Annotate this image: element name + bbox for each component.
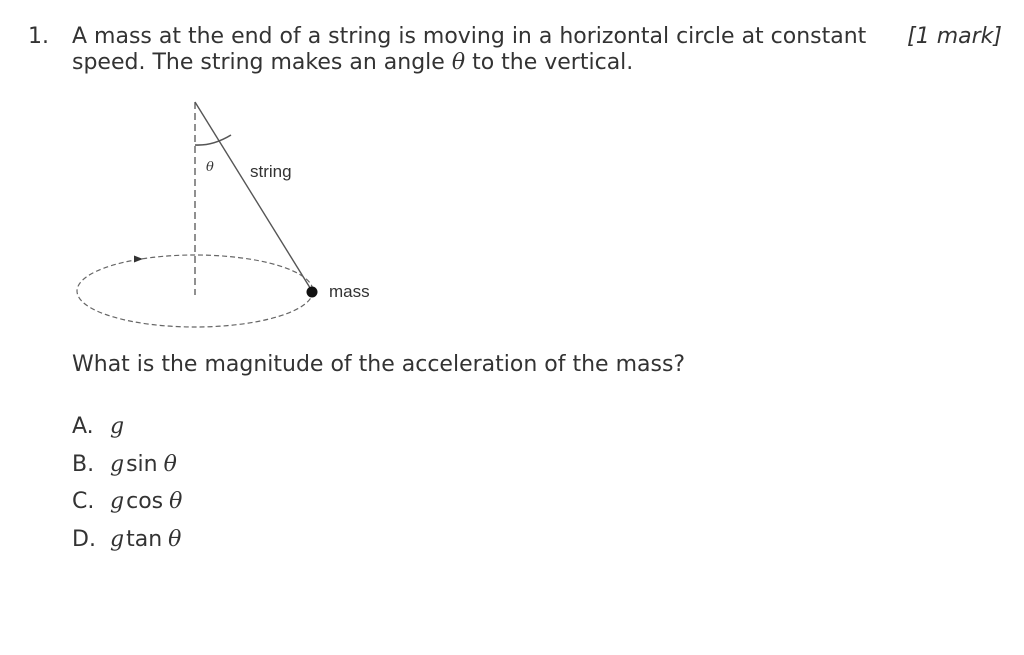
question-prompt: What is the magnitude of the acceleration of the mass? (72, 352, 686, 377)
direction-arrow-icon (134, 256, 143, 263)
angle-label: θ (206, 160, 214, 175)
option-function: cos (126, 489, 164, 514)
option-d[interactable] (72, 527, 182, 565)
option-g-symbol: g (110, 526, 125, 552)
option-function: tan (126, 526, 163, 552)
option-c[interactable] (72, 489, 182, 527)
angle-arc (195, 135, 231, 145)
option-g-symbol: g (110, 414, 125, 439)
string-label: string (250, 162, 292, 181)
option-b[interactable] (72, 452, 182, 490)
string-line (195, 102, 312, 291)
option-g-symbol: g (110, 451, 125, 477)
option-theta-symbol: θ (168, 526, 182, 552)
mass-label: mass (329, 282, 370, 301)
stem-text-1: A mass at the end of a string is moving in a horizontal circle at constant speed. The string makes an angle (72, 24, 867, 75)
option-function: sin (126, 451, 158, 477)
option-letter: C. (72, 489, 95, 514)
stem-text-2: to the vertical. (472, 50, 634, 75)
option-letter: D. (72, 526, 96, 552)
marks-label: [1 mark] (907, 24, 1002, 49)
option-letter: A. (72, 414, 94, 439)
mass-dot (307, 287, 318, 298)
option-a[interactable] (72, 414, 182, 452)
option-theta-symbol: θ (163, 451, 177, 477)
option-letter: B. (72, 451, 95, 477)
option-theta-symbol: θ (169, 489, 183, 514)
question-number: 1. (28, 24, 49, 49)
stem-theta-symbol: θ (451, 50, 466, 75)
option-g-symbol: g (110, 489, 125, 514)
answer-options (72, 414, 182, 564)
